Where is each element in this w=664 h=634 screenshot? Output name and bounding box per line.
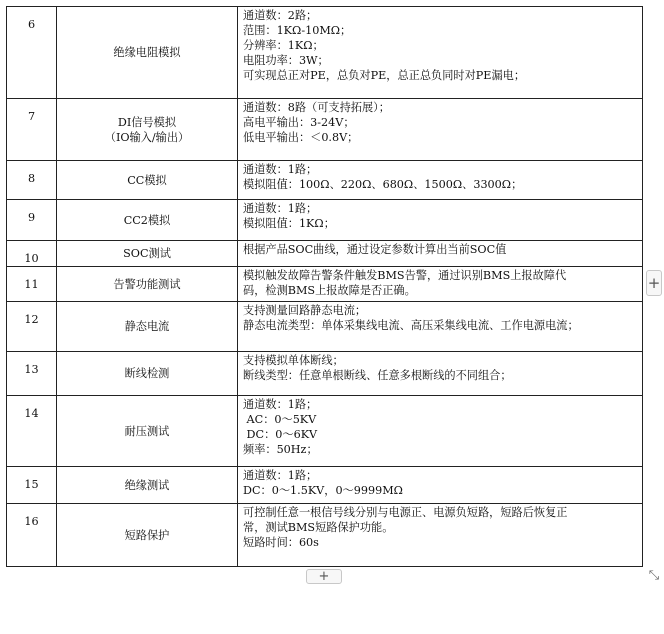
- item-name-cell[interactable]: [57, 267, 238, 302]
- row-number[interactable]: 15: [7, 467, 57, 504]
- spec-table: [6, 6, 643, 567]
- item-name: 短路保护: [124, 528, 170, 542]
- item-name: 告警功能测试: [113, 277, 181, 291]
- description-line: 低电平输出：＜0.8V；: [243, 131, 359, 144]
- item-name-cell[interactable]: [57, 161, 238, 200]
- item-description-cell[interactable]: [238, 302, 643, 352]
- description-line: 通道数：1路；: [243, 398, 318, 411]
- item-name-cell[interactable]: [57, 200, 238, 241]
- description-line: 通道数：2路；: [243, 9, 318, 22]
- item-name-cell[interactable]: [57, 396, 238, 467]
- row-number[interactable]: 14: [7, 396, 57, 467]
- table-row: [7, 99, 643, 161]
- item-description-cell[interactable]: [238, 200, 643, 241]
- row-number[interactable]: 6: [7, 7, 57, 99]
- table-row: [7, 302, 643, 352]
- item-description-cell[interactable]: [238, 504, 643, 567]
- row-number[interactable]: 9: [7, 200, 57, 241]
- row-number[interactable]: 7: [7, 99, 57, 161]
- row-number[interactable]: 10: [7, 241, 57, 267]
- description-line: 静态电流类型：单体采集线电流、高压采集线电流、工作电源电流；: [243, 319, 579, 332]
- description-line: 模拟阻值：100Ω、220Ω、680Ω、1500Ω、3300Ω；: [243, 178, 523, 191]
- table-row: [7, 267, 643, 302]
- item-name-cell[interactable]: [57, 352, 238, 396]
- description-line: 通道数：1路；: [243, 202, 318, 215]
- item-name-cell[interactable]: [57, 467, 238, 504]
- item-description-cell[interactable]: [238, 7, 643, 99]
- item-name: 断线检测: [124, 367, 170, 380]
- description-line: 分辨率：1KΩ；: [243, 39, 324, 52]
- description-line: 高电平输出：3-24V；: [243, 116, 355, 129]
- description-line: 常，测试BMS短路保护功能。: [243, 521, 394, 534]
- table-row: [7, 396, 643, 467]
- description-line: 断线类型：任意单根断线、任意多根断线的不同组合；: [243, 369, 512, 382]
- item-name: SOC测试: [123, 247, 171, 260]
- description-line: DC：0～6KV: [243, 428, 318, 441]
- description-line: 通道数：8路（可支持拓展）；: [243, 101, 390, 114]
- item-name-cell[interactable]: [57, 504, 238, 567]
- row-number[interactable]: 8: [7, 161, 57, 200]
- description-line: 可实现总正对PE，总负对PE，总正总负同时对PE漏电；: [243, 69, 526, 82]
- table-row: [7, 200, 643, 241]
- item-name: CC模拟: [127, 173, 167, 187]
- description-line: 支持测量回路静态电流；: [243, 304, 367, 317]
- item-name: 耐压测试: [124, 424, 170, 438]
- description-line: 频率：50Hz；: [243, 443, 318, 456]
- table-row: [7, 467, 643, 504]
- row-number[interactable]: 16: [7, 504, 57, 567]
- description-line: 通道数：1路；: [243, 469, 318, 482]
- description-line: 支持模拟单体断线；: [243, 354, 344, 367]
- item-description-cell[interactable]: [238, 241, 643, 267]
- item-name-cell[interactable]: [57, 7, 238, 99]
- description-line: 通道数：1路；: [243, 163, 318, 176]
- description-line: DC：0～1.5KV，0～9999MΩ: [243, 484, 403, 497]
- item-description-cell[interactable]: [238, 352, 643, 396]
- description-line: 电阻功率：3W；: [243, 54, 329, 67]
- item-name: CC2模拟: [123, 213, 171, 227]
- description-line: 模拟触发故障告警条件触发BMS告警，通过识别BMS上报故障代: [243, 269, 567, 282]
- item-description-cell[interactable]: [238, 99, 643, 161]
- item-description-cell[interactable]: [238, 161, 643, 200]
- table-row: [7, 161, 643, 200]
- description-line: 模拟阻值：1KΩ；: [243, 217, 335, 230]
- item-name-cell[interactable]: [57, 302, 238, 352]
- item-description-cell[interactable]: [238, 396, 643, 467]
- table-row: [7, 504, 643, 567]
- resize-handle-icon[interactable]: ⤡: [648, 568, 660, 583]
- item-description-cell[interactable]: [238, 267, 643, 302]
- item-description-cell[interactable]: [238, 467, 643, 504]
- table-row: [7, 241, 643, 267]
- item-name: 绝缘电阻模拟: [113, 46, 181, 59]
- table-row: [7, 352, 643, 396]
- row-number[interactable]: 13: [7, 352, 57, 396]
- item-name: 绝缘测试: [124, 478, 170, 492]
- description-line: 根据产品SOC曲线，通过设定参数计算出当前SOC值: [243, 243, 507, 256]
- row-number[interactable]: 11: [7, 267, 57, 302]
- item-name: （IO输入/输出）: [104, 130, 190, 144]
- description-line: 短路时间：60s: [243, 536, 319, 549]
- item-name: DI信号模拟: [117, 115, 177, 129]
- item-name: 静态电流: [124, 320, 170, 333]
- item-name-cell[interactable]: [57, 99, 238, 161]
- description-line: 可控制任意一根信号线分别与电源正、电源负短路，短路后恢复正: [243, 506, 568, 519]
- add-column-button[interactable]: +: [646, 270, 662, 296]
- description-line: AC：0～5KV: [243, 413, 317, 426]
- row-number[interactable]: 12: [7, 302, 57, 352]
- spec-table-body: [7, 7, 643, 567]
- description-line: 码，检测BMS上报故障是否正确。: [243, 284, 416, 297]
- item-name-cell[interactable]: [57, 241, 238, 267]
- description-line: 范围：1KΩ-10MΩ；: [243, 24, 352, 37]
- add-row-button[interactable]: +: [306, 569, 342, 584]
- table-row: [7, 7, 643, 99]
